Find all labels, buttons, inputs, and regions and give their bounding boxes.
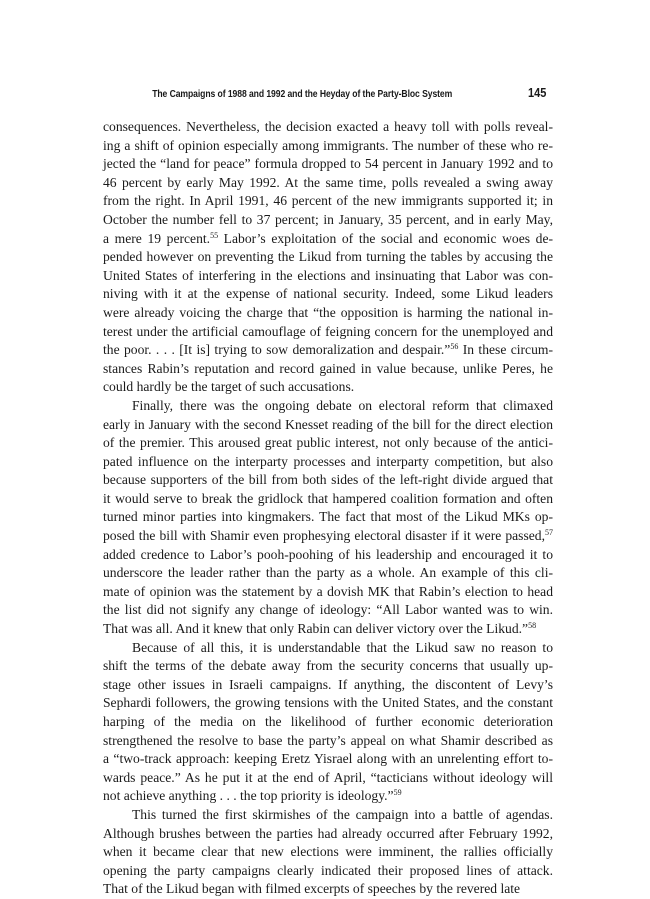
text-line: were already voicing the charge that “the opposition is harming the national in- [103,304,553,320]
line-text: not achieve anything . . . the top priority is ideology.” [103,788,394,804]
text-line: pated influence on the interparty processes and interparty competition, but also [103,453,553,469]
text-line: terest under the artificial camouflage of feigning concern for the unemployed and [103,323,553,339]
footnote-marker: 56 [450,342,459,352]
text-line: from the right. In April 1991, 46 percent of the new immigrants supported it; in [103,193,553,209]
line-text: Labor’s exploitation of the social and economic woes de- [218,230,554,246]
text-line: the list did not signify any change of ideology: “All Labor wanted was to win. [103,602,553,618]
text-line: This turned the first skirmishes of the campaign into a battle of agendas. [132,806,553,822]
paragraph [103,118,553,397]
text-line: added credence to Labor’s pooh-poohing of his leadership and encouraged it to [103,546,553,562]
text-line: underscore the leader rather than the party as a whole. An example of this cli- [103,565,553,581]
text-line: harping of the media on the likelihood of further economic deterioration [103,714,553,729]
text-line [103,787,553,806]
text-line [103,527,553,546]
text-line: strengthened the resolve to base the party’s appeal on what Shamir described as [103,732,553,748]
line-text: posed the bill with Shamir even prophesying electoral disaster if it were passed, [103,528,545,544]
paragraph [103,397,553,639]
text-line: jected the “land for peace” formula dropped to 54 percent in January 1992 and to [103,156,553,172]
page-number: 145 [528,86,547,100]
text-line: stances Rabin’s reputation and record gained in value because, unlike Peres, he [103,360,553,376]
text-line: opening the party campaigns clearly indicated their proposed lines of attack. [103,862,553,878]
text-line: a “two-track approach: keeping Eretz Yisrael along with an unrelenting effort to- [103,751,553,767]
paragraph [103,639,553,806]
text-line: mate of opinion was the statement by a dovish MK that Rabin’s election to head [103,583,553,599]
line-text: That was all. And it knew that only Rabin can deliver victory over the Likud.” [103,621,529,637]
text-line [103,620,553,639]
text-line: because supporters of the bill from both sides of the left-right divide argued that [103,472,553,488]
text-line: shift the terms of the debate away from the security concerns that usually up- [103,658,553,674]
text-line: of the premier. This aroused great public interest, not only because of the antici- [103,435,553,451]
text-line: ing a shift of opinion especially among immigrants. The number of these who re- [103,137,553,153]
text-line: That of the Likud began with filmed excerpts of speeches by the revered late [103,881,521,897]
text-line: when it became clear that new elections were imminent, the rallies officially [103,844,553,860]
text-line: 46 percent by early May 1992. At the same time, polls revealed a swing away [103,174,553,190]
text-line [103,341,553,360]
text-line: it would serve to break the gridlock that hampered coalition formation and often [103,490,553,506]
footnote-marker: 58 [528,621,537,631]
text-line: United States of interfering in the elections and insinuating that Labor was con- [103,267,553,283]
footnote-marker: 59 [393,788,402,798]
text-line: could hardly be the target of such accusations. [103,379,355,395]
text-line: turned minor parties into kingmakers. The fact that most of the Likud MKs op- [103,509,553,525]
text-line: wards peace.” As he put it at the end of April, “tacticians without ideology will [103,769,553,785]
footnote-marker: 57 [545,528,553,538]
text-line: Sephardi followers, the growing tensions with the United States, and the constant [103,695,553,711]
line-text: the poor. . . . [It is] trying to sow demoralization and despair.” [103,342,451,358]
text-line: Because of all this, it is understandable that the Likud saw no reason to [132,639,553,655]
running-head-title: The Campaigns of 1988 and 1992 and the Heyday of the Party-Bloc System [152,88,453,100]
text-line [103,230,553,249]
text-line: pended however on preventing the Likud from turning the tables by accusing the [103,249,553,265]
text-line: consequences. Nevertheless, the decision exacted a heavy toll with polls reveal- [103,119,553,134]
text-line: early in January with the second Knesset reading of the bill for the direct election [103,416,553,432]
text-line: Finally, there was the ongoing debate on electoral reform that climaxed [132,397,553,413]
line-text: a mere 19 percent. [103,230,211,246]
running-head [103,88,472,102]
text-line: niving with it at the expense of national security. Indeed, some Likud leaders [103,286,553,302]
paragraph [103,806,553,899]
line-text: In these circum- [458,342,553,358]
text-line: October the number fell to 37 percent; in January, 35 percent, and in early May, [103,211,553,227]
text-line: stage other issues in Israeli campaigns. If anything, the discontent of Levy’s [103,676,553,692]
footnote-marker: 55 [210,230,219,240]
text-line: Although brushes between the parties had already occurred after February 1992, [103,825,553,841]
body-text [103,118,553,899]
